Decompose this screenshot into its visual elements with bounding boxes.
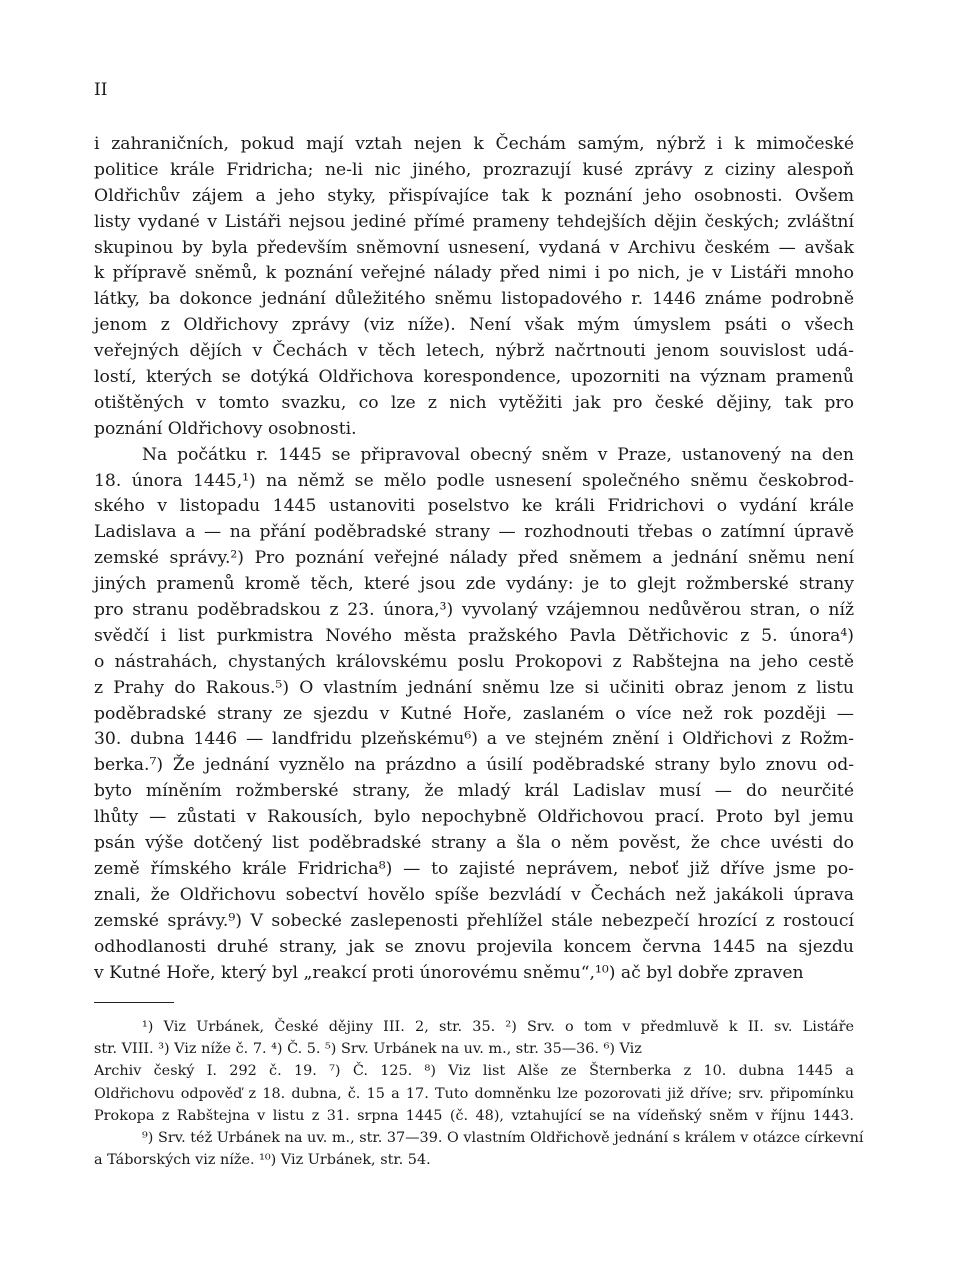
body-line: politice krále Fridricha; ne-li nic jiného, prozrazují kusé zprávy z ciziny alespoň	[94, 159, 854, 180]
body-line: k přípravě sněmů, k poznání veřejné nálady před nimi i po nich, je v Listáři mnoho	[94, 263, 854, 284]
body-line: Ladislava a — na přání poděbradské strany — rozhodnouti třebas o zatímní úpravě	[94, 522, 854, 543]
body-line: země římského krále Fridricha⁸) — to zajisté neprávem, neboť již dříve jsme po-	[94, 858, 854, 879]
body-line: i zahraničních, pokud mají vztah nejen k Čechám samým, nýbrž i k mimočeské	[94, 134, 854, 154]
body-line: poděbradské strany ze sjezdu v Kutné Hoře, zaslaném o více než rok později —	[94, 703, 854, 724]
body-line: listy vydané v Listáři nejsou jediné přímé prameny tehdejších dějin českých; zvláštní	[94, 211, 854, 232]
footnote-line: Archiv český I. 292 č. 19. ⁷) Č. 125. ⁸) Viz list Alše ze Šternberka z 10. dubna 1445 a	[94, 1063, 854, 1080]
footnote-line: Oldřichovu odpověď z 18. dubna, č. 15 a 17. Tuto domněnku lze pozorovati již dříve; srv. připomínku	[94, 1085, 854, 1102]
body-line: v Kutné Hoře, který byl „reakcí proti únorovému sněmu“,¹⁰) ač byl dobře zpraven	[94, 962, 804, 983]
body-line: poznání Oldřichovy osobnosti.	[94, 418, 357, 439]
footnote-line: a Táborských viz níže. ¹⁰) Viz Urbánek, str. 54.	[94, 1152, 431, 1169]
footnotes	[94, 1016, 864, 1171]
body-line: skupinou by byla především sněmovní usnesení, vydaná v Archivu českém — avšak	[94, 237, 854, 258]
body-line: Na počátku r. 1445 se připravoval obecný sněm v Praze, ustanovený na den	[142, 444, 854, 465]
body-line: o nástrahách, chystaných královskému poslu Prokopovi z Rabštejna na jeho cestě	[94, 651, 854, 672]
body-text	[94, 132, 854, 986]
body-line: látky, ba dokonce jednání důležitého sněmu listopadového r. 1446 známe podrobně	[94, 289, 854, 310]
body-line: zemské správy.²) Pro poznání veřejné nálady před sněmem a jednání sněmu není	[94, 548, 854, 569]
footnote-line: ¹) Viz Urbánek, České dějiny III. 2, str. 35. ²) Srv. o tom v předmluvě k II. sv. Listáře	[142, 1019, 854, 1035]
body-line: lhůty — zůstati v Rakousích, bylo nepochybně Oldřichovou prací. Proto byl jemu	[94, 807, 854, 828]
footnote-line: ⁹) Srv. též Urbánek na uv. m., str. 37—39. O vlastním Oldřichově jednání s králem v otázce církevní	[142, 1129, 864, 1146]
body-line: pro stranu poděbradskou z 23. února,³) vyvolaný vzájemnou nedůvěrou stran, o níž	[94, 600, 854, 621]
body-line: jiných pramenů kromě těch, které jsou zde vydány: je to glejt rožmberské strany	[94, 574, 854, 595]
body-line: 18. února 1445,¹) na němž se mělo podle usnesení společného sněmu českobrod-	[94, 470, 854, 491]
body-line: 30. dubna 1446 — landfridu plzeňskému⁶) a ve stejném znění i Oldřichovi z Rožm-	[94, 729, 854, 750]
body-line: veřejných dějích v Čechách v těch letech, nýbrž načrtnouti jenom souvislost udá-	[94, 341, 854, 362]
body-line: zemské správy.⁹) V sobecké zaslepenosti přehlížel stále nebezpečí hrozící z rostoucí	[94, 910, 854, 931]
body-line: jenom z Oldřichovy zprávy (viz níže). Není však mým úmyslem psáti o všech	[94, 315, 854, 336]
body-line: lostí, kterých se dotýká Oldřichova korespondence, upozorniti na význam pramenů	[94, 367, 854, 388]
body-line: psán výše dotčený list poděbradské strany a šla o něm pověst, že chce uvésti do	[94, 833, 854, 854]
body-line: z Prahy do Rakous.⁵) O vlastním jednání sněmu lze si učiniti obraz jenom z listu	[94, 677, 854, 698]
body-line: znali, že Oldřichovu sobectví hovělo spíše bezvládí v Čechách než jakákoli úprava	[94, 884, 854, 905]
body-line: svědčí i list purkmistra Nového města pražského Pavla Dětřichovic z 5. února⁴)	[94, 625, 854, 646]
body-line: Oldřichův zájem a jeho styky, přispívajíce tak k poznání jeho osobnosti. Ovšem	[94, 185, 854, 206]
footnote-line: Prokopa z Rabštejna v listu z 31. srpna 1445 (č. 48), vztahující se na vídeňský sněm v říjnu 1443.	[94, 1107, 854, 1124]
body-line: ského v listopadu 1445 ustanoviti poselstvo ke králi Fridrichovi o vydání krále	[94, 496, 854, 517]
body-line: otištěných v tomto svazku, co lze z nich vytěžiti jak pro české dějiny, tak pro	[94, 392, 854, 413]
body-line: odhodlanosti druhé strany, jak se znovu projevila koncem června 1445 na sjezdu	[94, 936, 854, 957]
page-number: II	[94, 80, 108, 100]
footnote-line: str. VIII. ³) Viz níže č. 7. ⁴) Č. 5. ⁵) Srv. Urbánek na uv. m., str. 35—36. ⁶) Viz	[94, 1041, 642, 1058]
body-line: byto míněním rožmberské strany, že mladý král Ladislav musí — do neurčité	[94, 781, 854, 802]
footnote-separator	[94, 1002, 174, 1003]
body-line: berka.⁷) Že jednání vyznělo na prázdno a úsilí poděbradské strany bylo znovu od-	[94, 755, 854, 776]
